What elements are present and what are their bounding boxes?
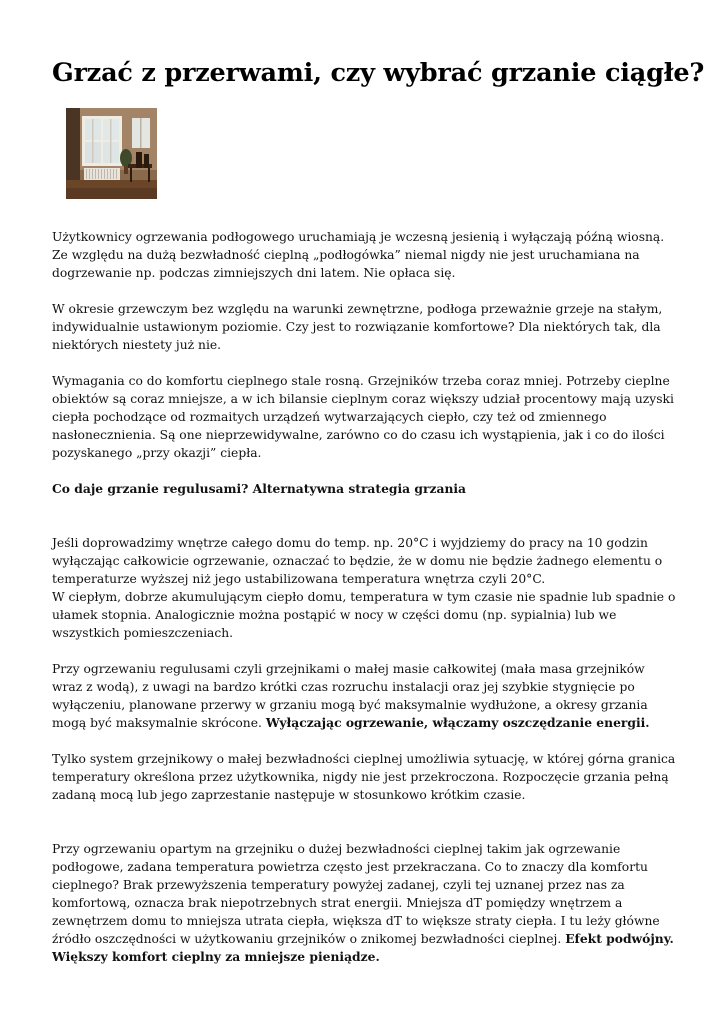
paragraph-regulus-bold: Wyłączając ogrzewanie, włączamy oszczędzanie energii. bbox=[265, 715, 650, 730]
section-heading: Co daje grzanie regulusami? Alternatywna strategia grzania bbox=[52, 481, 467, 496]
paragraph-strategy-part1: Jeśli doprowadzimy wnętrze całego domu do temp. np. 20°C i wyjdziemy do pracy na 10 godzin wyłączając całkowicie ogrzewanie, oznaczać to będzie, że w domu nie będzie żadnego elementu o temperaturze wyższej niż jego ustabilizowana temperatura wnętrza czyli 20°C. bbox=[52, 536, 663, 586]
article-title: Grzać z przerwami, czy wybrać grzanie ciągłe? bbox=[52, 58, 705, 88]
paragraph-regulus-text: Przy ogrzewaniu regulusami czyli grzejnikami o małej masie całkowitej (mała masa grzejników wraz z wodą), z uwagi na bardzo krótki czas rozruchu instalacji oraz jej szybkie stygnięcie po wyłączeniu, planowane przerwy w grzaniu mogą być maksymalnie wydłużone, a okresy grzania mogą być maksymalnie skrócone. bbox=[52, 662, 648, 730]
paragraph-regulus bbox=[52, 660, 677, 732]
paragraph-heating-season: W okresie grzewczym bez względu na warunki zewnętrzne, podłoga przeważnie grzeje na stałym, indywidualnie ustawionym poziomie. Czy jest to rozwiązanie komfortowe? Dla niektórych tak, dla niektórych niestety już nie. bbox=[52, 302, 663, 352]
paragraph-high-inertia-text: Przy ogrzewaniu opartym na grzejniku o dużej bezwładności cieplnej takim jak ogrzewanie podłogowe, zadana temperatura powietrza często jest przekraczana. Co to znaczy dla komfortu cieplnego? Brak przewyższenia temperatury powyżej zadanej, czyli tej uznanej przez nas za komfortową, oznacza brak niepotrzebnych strat energii. Mniejsza dT pomiędzy wnętrzem a zewnętrzem domu to mniejsza utrata ciepła, większa dT to większe straty ciepła. I tu leży główne źródło oszczędności w użytkowaniu grzejników o znikomej bezwładności cieplnej. bbox=[52, 842, 660, 946]
paragraph-high-inertia-bold: Efekt podwójny. Większy komfort cieplny za mniejsze pieniądze. bbox=[52, 931, 674, 964]
interior-photo bbox=[66, 108, 157, 199]
paragraph-strategy-part2: W ciepłym, dobrze akumulującym ciepło domu, temperatura w tym czasie nie spadnie lub spadnie o ułamek stopnia. Analogicznie można postąpić w nocy w części domu (np. sypialnia) lub we wszystkich pomieszczeniach. bbox=[52, 590, 676, 640]
article-body bbox=[52, 228, 677, 984]
paragraph-low-inertia: Tylko system grzejnikowy o małej bezwładności cieplnej umożliwia sytuację, w której górna granica temperatury określona przez użytkownika, nigdy nie jest przekroczona. Rozpoczęcie grzania pełną zadaną mocą lub jego zaprzestanie następuje w stosunkowo krótkim czasie. bbox=[52, 752, 676, 802]
paragraph-comfort-requirements: Wymagania co do komfortu cieplnego stale rosną. Grzejników trzeba coraz mniej. Potrzeby cieplne obiektów są coraz mniejsze, a w ich bilansie cieplnym coraz większy udział procentowy mają uzyski ciepła pochodzące od rozmaitych urządzeń wytwarzających ciepło, czy też od zmiennego nasłonecznienia. Są one nieprzewidywalne, zarówno co do czasu ich wystąpienia, jak i co do ilości pozyskanego „przy okazji” ciepła. bbox=[52, 374, 674, 460]
paragraph-strategy bbox=[52, 534, 677, 642]
paragraph-intro: Użytkownicy ogrzewania podłogowego uruchamiają je wczesną jesienią i wyłączają późną wiosną. Ze względu na dużą bezwładność cieplną „podłogówka” niemal nigdy nie jest uruchamiana na dogrzewanie np. podczas zimniejszych dni latem. Nie opłaca się. bbox=[52, 230, 665, 280]
paragraph-high-inertia bbox=[52, 840, 677, 966]
